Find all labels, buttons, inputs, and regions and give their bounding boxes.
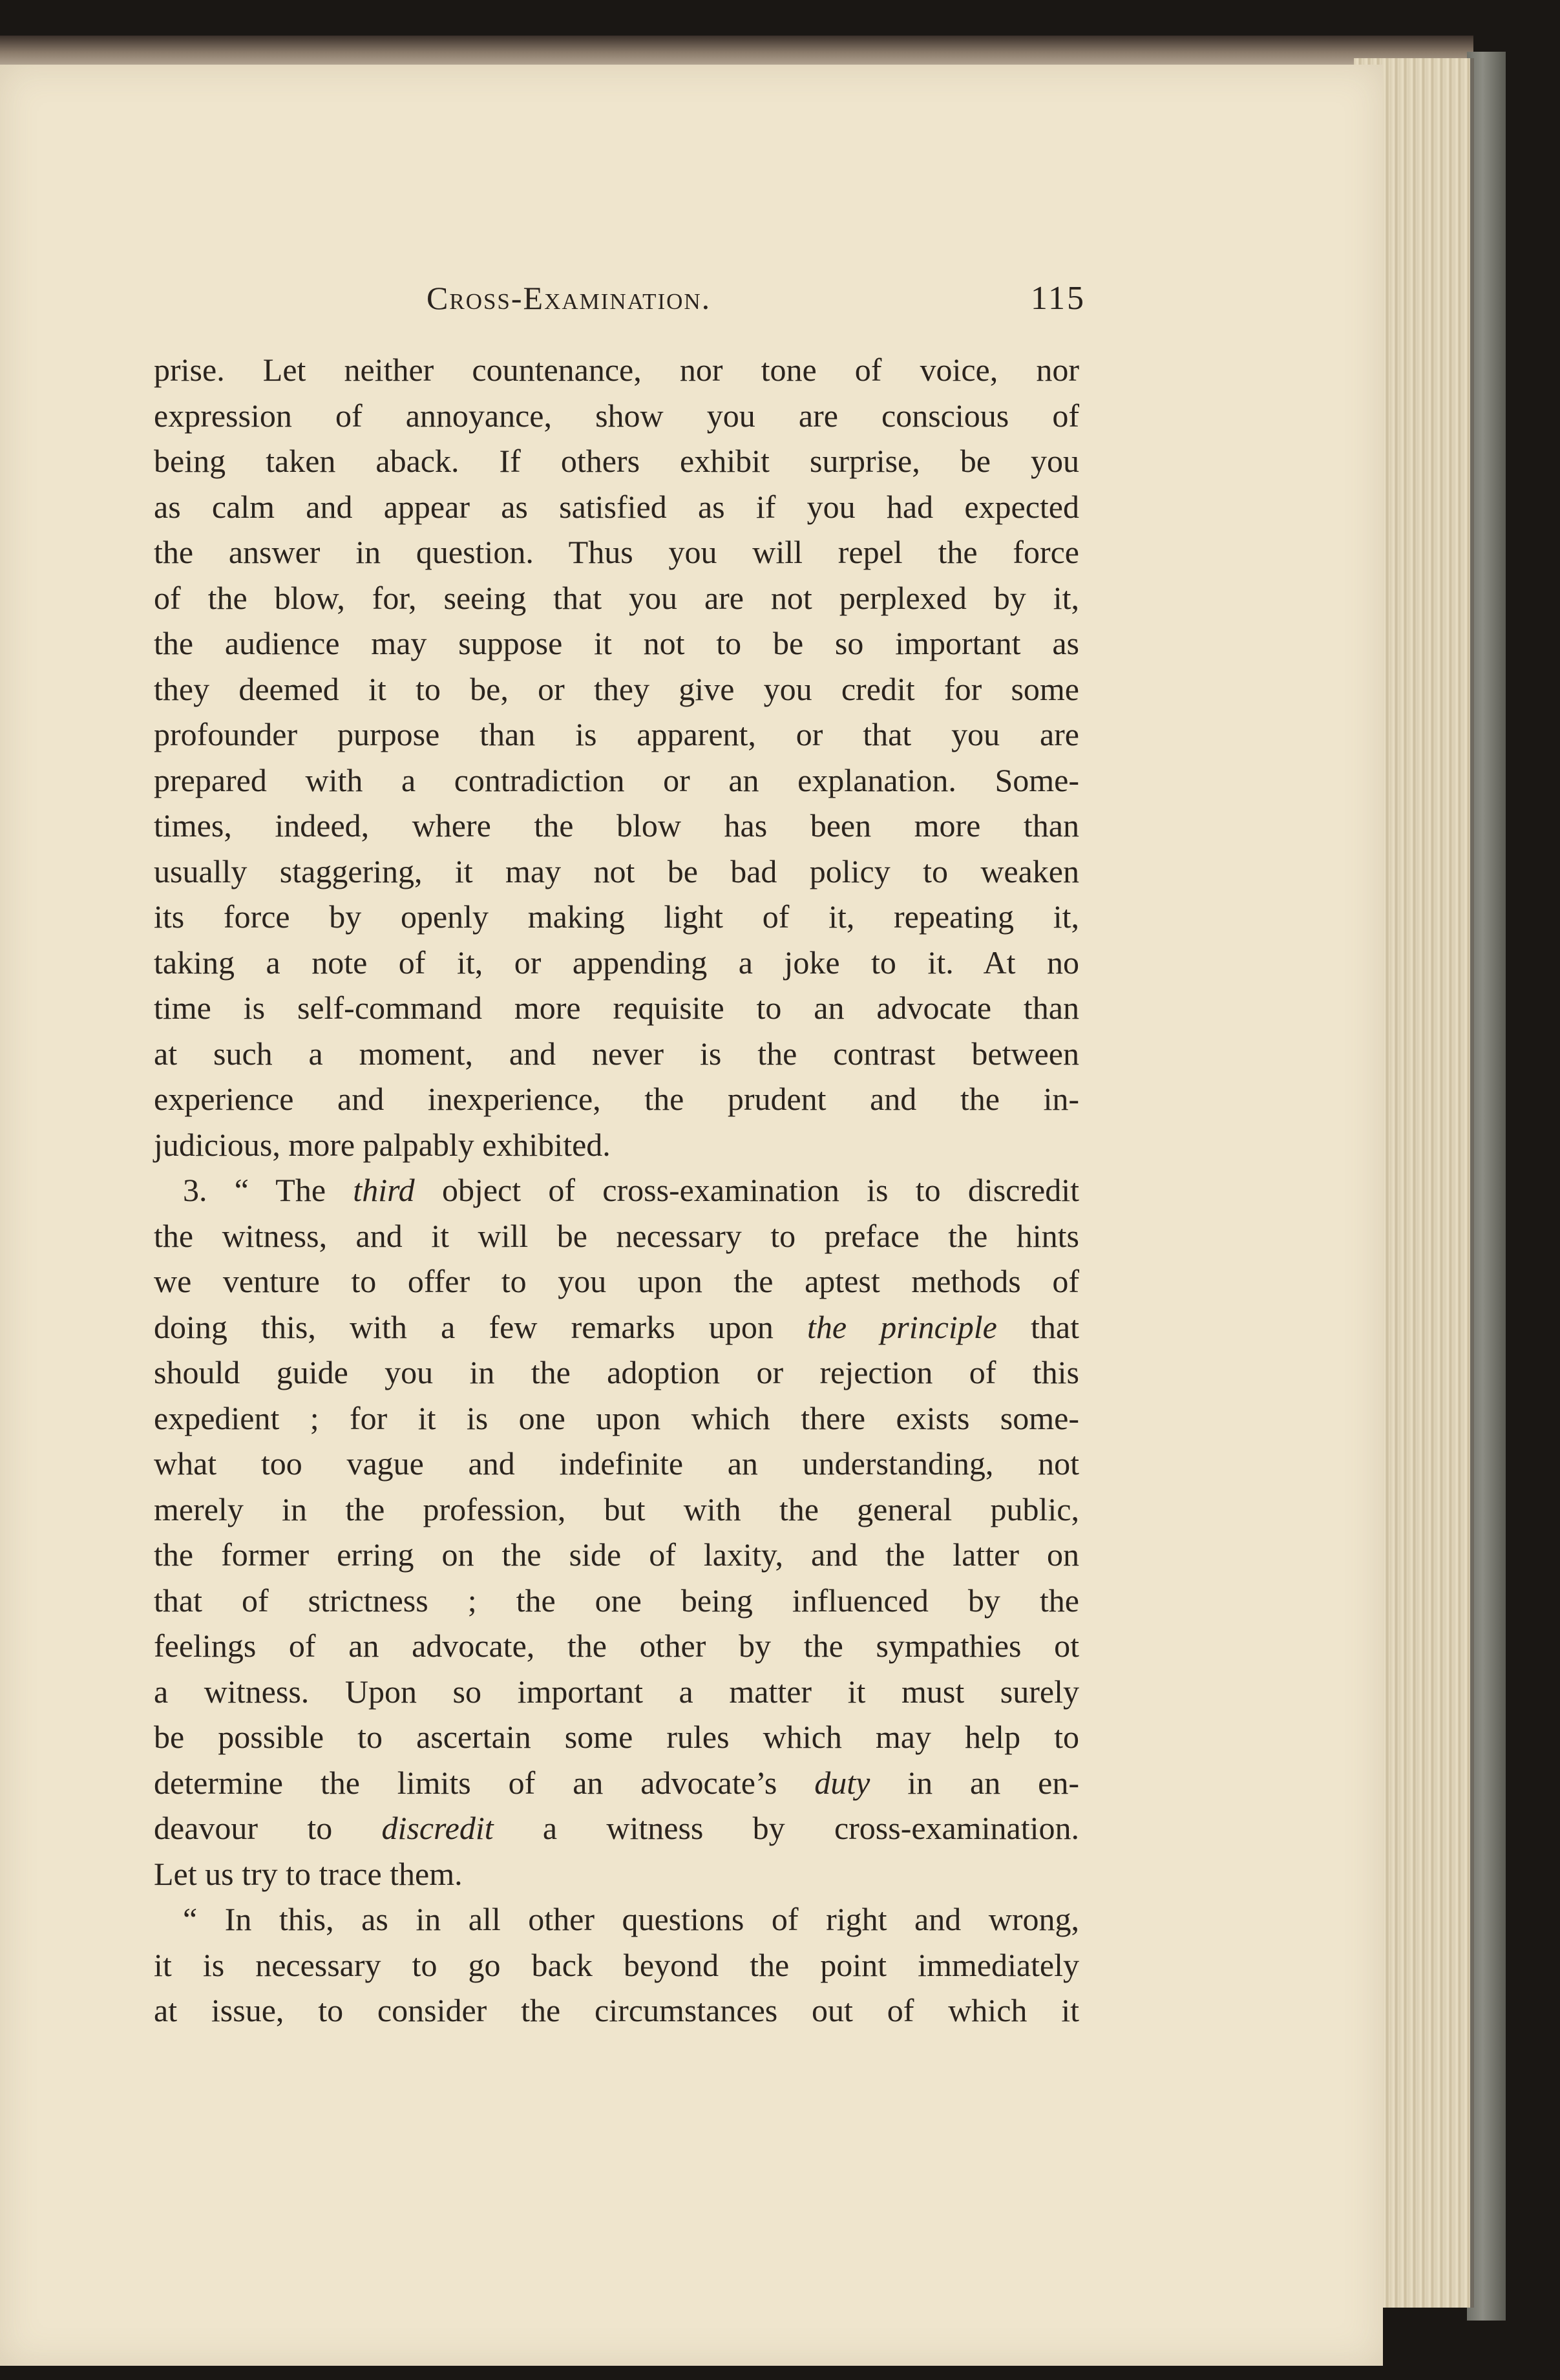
paragraph-end-line: judicious, more palpably exhibited.	[154, 1126, 611, 1163]
text-line: experience and inexperience, the prudent and the in-	[154, 1081, 1079, 1117]
text-line: being taken aback. If others exhibit surprise, be you	[154, 443, 1079, 479]
text-line: prepared with a contradiction or an explanation. Some-	[154, 761, 1079, 798]
text-line	[154, 1805, 1079, 1851]
body-text	[154, 347, 1079, 2034]
text-run: a witness by cross-examination.	[493, 1810, 1079, 1846]
page-number: 115	[1030, 280, 1086, 317]
text-line: its force by openly making light of it, repeating it,	[154, 898, 1079, 935]
text-line: times, indeed, where the blow has been more than	[154, 807, 1079, 844]
text-line: the witness, and it will be necessary to preface the hints	[154, 1217, 1079, 1254]
text-run: determine the limits of an advocate’s	[154, 1764, 815, 1801]
paragraph-end-line: Let us try to trace them.	[154, 1855, 463, 1892]
text-line: that of strictness ; the one being influenced by the	[154, 1582, 1079, 1619]
italic-term: discredit	[381, 1810, 494, 1846]
text-run: object of cross-examination is to discredit	[414, 1172, 1079, 1208]
text-line	[154, 1304, 1079, 1350]
text-run: doing this, with a few remarks upon	[154, 1308, 808, 1345]
text-line: profounder purpose than is apparent, or that you are	[154, 716, 1079, 752]
text-line: they deemed it to be, or they give you credit for some	[154, 670, 1079, 707]
text-line: as calm and appear as satisfied as if you had expected	[154, 488, 1079, 525]
text-line: the answer in question. Thus you will repel the force	[154, 534, 1079, 570]
text-line: we venture to offer to you upon the aptest methods of	[154, 1263, 1079, 1299]
text-line: usually staggering, it may not be bad policy to weaken	[154, 853, 1079, 889]
text-line: at such a moment, and never is the contrast between	[154, 1035, 1079, 1072]
text-line: merely in the profession, but with the general public,	[154, 1491, 1079, 1527]
text-line: it is necessary to go back beyond the point immediately	[154, 1946, 1079, 1983]
text-line: taking a note of it, or appending a joke to it. At no	[154, 944, 1079, 981]
text-line: of the blow, for, seeing that you are not perplexed by it,	[154, 579, 1079, 616]
italic-term: the principle	[807, 1308, 997, 1345]
text-line: expression of annoyance, show you are conscious of	[154, 397, 1079, 434]
text-run: 3. “ The	[183, 1172, 353, 1208]
text-line: at issue, to consider the circumstances out of which it	[154, 1992, 1079, 2028]
running-title: Cross-Examination.	[427, 280, 711, 316]
text-line: time is self-command more requisite to an advocate than	[154, 990, 1079, 1026]
text-line: be possible to ascertain some rules which may help to	[154, 1719, 1079, 1755]
text-line: should guide you in the adoption or rejection of this	[154, 1354, 1079, 1390]
text-line: the audience may suppose it not to be so important as	[154, 625, 1079, 661]
paragraph-start-line: “ In this, as in all other questions of right and wrong,	[183, 1901, 1079, 1937]
text-line: a witness. Upon so important a matter it must surely	[154, 1673, 1079, 1710]
text-line: what too vague and indefinite an understanding, not	[154, 1445, 1079, 1482]
text-run: deavour to	[154, 1810, 382, 1846]
text-run: that	[996, 1308, 1079, 1345]
paragraph-start-line	[154, 1167, 1079, 1213]
running-head	[427, 279, 1086, 324]
text-line	[154, 1760, 1079, 1806]
italic-term: duty	[814, 1764, 870, 1801]
text-line: expedient ; for it is one upon which there exists some-	[154, 1399, 1079, 1436]
text-run: in an en-	[870, 1764, 1079, 1801]
italic-term: third	[353, 1172, 415, 1208]
text-line: the former erring on the side of laxity, and the latter on	[154, 1536, 1079, 1573]
text-line: prise. Let neither countenance, nor tone of voice, nor	[154, 352, 1079, 388]
text-line: feelings of an advocate, the other by the sympathies ot	[154, 1628, 1079, 1664]
